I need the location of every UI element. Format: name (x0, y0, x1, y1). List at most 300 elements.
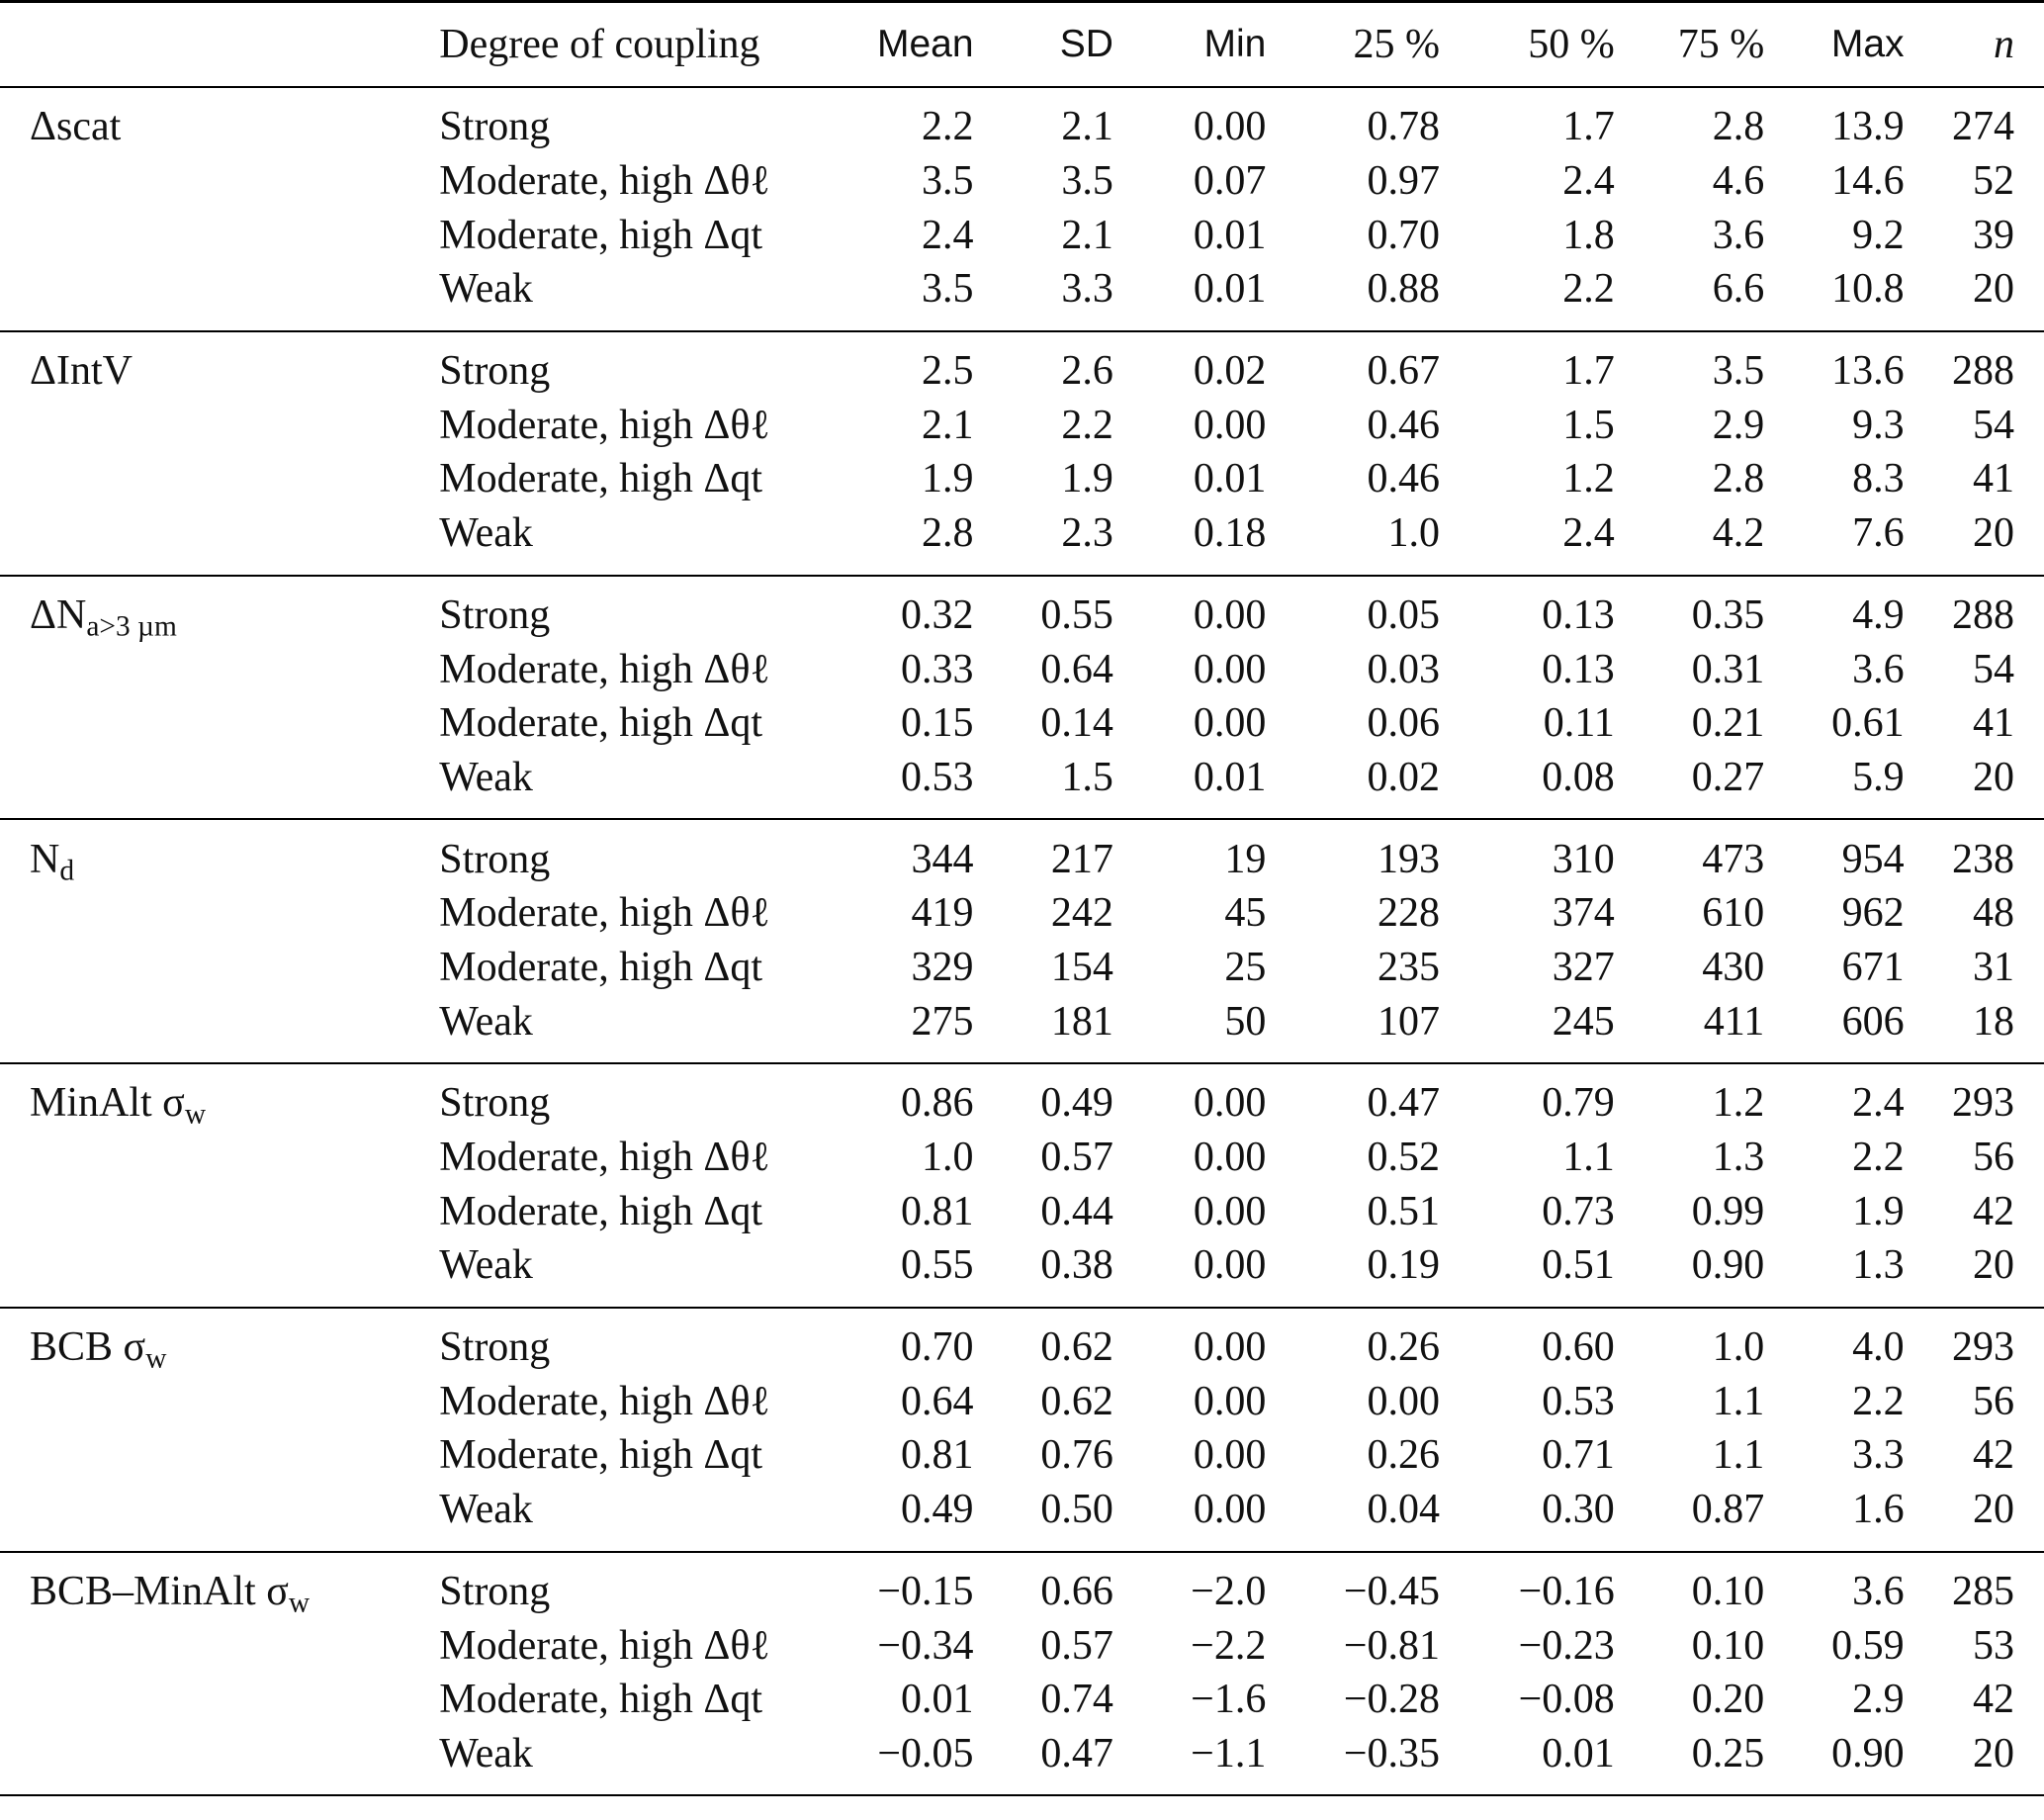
cell-p75: 610 (1702, 890, 1765, 937)
cell-min: 0.00 (1193, 104, 1267, 150)
variable-label (0, 1727, 439, 1796)
cell-mean: 0.49 (839, 1483, 973, 1552)
variable-label (0, 87, 439, 154)
table-row (0, 576, 2044, 643)
cell-p50: 0.13 (1542, 592, 1615, 638)
cell-n: 54 (1973, 402, 2014, 448)
table-row (0, 941, 2044, 995)
header-degree-of-coupling: Degree of coupling (439, 2, 839, 88)
table-row (0, 1483, 2044, 1552)
cell-max: 3.3 (1852, 1432, 1905, 1479)
table-row (0, 506, 2044, 576)
table-row (0, 819, 2044, 886)
coupling-label: Weak (439, 994, 839, 1063)
cell-p25: 0.02 (1266, 751, 1440, 820)
table-row (0, 751, 2044, 820)
cell-p75: 0.31 (1691, 646, 1765, 692)
cell-sd: 0.76 (1040, 1432, 1113, 1479)
cell-n: 54 (1973, 646, 2014, 692)
variable-label-main: N (30, 836, 60, 882)
coupling-label: Strong (439, 1324, 551, 1371)
cell-p50: 2.4 (1440, 506, 1615, 576)
cell-p50: 1.7 (1562, 104, 1615, 150)
table-row (0, 1673, 2044, 1727)
cell-max: 671 (1841, 944, 1905, 990)
variable-label (0, 208, 439, 262)
cell-mean: 0.15 (901, 700, 974, 747)
cell-sd: 0.44 (1040, 1188, 1113, 1234)
cell-min: −2.2 (1191, 1622, 1267, 1669)
cell-p50: 1.2 (1562, 456, 1615, 502)
cell-min: −1.6 (1191, 1677, 1267, 1723)
cell-n: 41 (1973, 700, 2014, 747)
cell-max: 606 (1764, 994, 1904, 1063)
cell-max: 2.4 (1852, 1080, 1905, 1127)
cell-min: 0.00 (1193, 1080, 1267, 1127)
cell-p75: 430 (1702, 944, 1765, 990)
cell-p75: 1.1 (1712, 1432, 1765, 1479)
cell-p50: 0.71 (1542, 1432, 1615, 1479)
cell-min: 0.18 (1113, 506, 1266, 576)
cell-n: 42 (1973, 1677, 2014, 1723)
variable-label (0, 1618, 439, 1673)
cell-n: 293 (1952, 1080, 2014, 1127)
cell-p25: 0.04 (1266, 1483, 1440, 1552)
coupling-label: Moderate, high Δqt (439, 212, 763, 258)
variable-label-main: BCB σ (30, 1324, 146, 1371)
cell-mean: 2.8 (839, 506, 973, 576)
cell-mean: 0.86 (901, 1080, 974, 1127)
variable-group (0, 331, 2044, 576)
cell-max: 9.2 (1852, 212, 1905, 258)
header-row (0, 2, 2044, 88)
cell-n: 56 (1973, 1378, 2014, 1424)
cell-max: 1.6 (1764, 1483, 1904, 1552)
cell-n: 274 (1952, 104, 2014, 150)
cell-n: 20 (1905, 1727, 2044, 1796)
cell-p75: 0.25 (1615, 1727, 1764, 1796)
cell-p50: 327 (1552, 944, 1615, 990)
coupling-label: Strong (439, 104, 551, 150)
cell-p25: 0.52 (1367, 1135, 1441, 1181)
cell-p50: 374 (1552, 890, 1615, 937)
cell-sd: 2.1 (1061, 104, 1113, 150)
cell-p75: 411 (1615, 994, 1764, 1063)
cell-n: 238 (1952, 836, 2014, 882)
cell-p25: 0.26 (1367, 1432, 1441, 1479)
cell-p50: 0.60 (1542, 1324, 1615, 1371)
cell-mean: 0.53 (839, 751, 973, 820)
header-min: Min (1113, 2, 1266, 88)
cell-sd: 2.3 (974, 506, 1113, 576)
cell-p75: 0.99 (1691, 1188, 1765, 1234)
cell-p50: 2.4 (1562, 158, 1615, 205)
cell-p25: 1.0 (1266, 506, 1440, 576)
variable-label-main: BCB–MinAlt σ (30, 1568, 289, 1614)
cell-n: 53 (1973, 1622, 2014, 1669)
cell-n: 18 (1905, 994, 2044, 1063)
cell-sd: 0.50 (974, 1483, 1113, 1552)
variable-label-main: ΔIntV (30, 348, 133, 395)
cell-p75: 2.9 (1712, 402, 1765, 448)
cell-max: 4.0 (1852, 1324, 1905, 1371)
cell-sd: 2.2 (1061, 402, 1113, 448)
cell-max: 13.9 (1831, 104, 1905, 150)
variable-group (0, 1308, 2044, 1552)
cell-n: 20 (1905, 1238, 2044, 1308)
cell-min: 0.01 (1113, 262, 1266, 331)
table-row (0, 398, 2044, 452)
cell-mean: 329 (911, 944, 974, 990)
cell-p25: −0.35 (1266, 1727, 1440, 1796)
variable-label (0, 1673, 439, 1727)
cell-p75: 0.10 (1691, 1622, 1765, 1669)
cell-max: 1.3 (1764, 1238, 1904, 1308)
table-row (0, 154, 2044, 209)
variable-label (0, 1428, 439, 1483)
cell-sd: 0.38 (974, 1238, 1113, 1308)
cell-min: 0.00 (1193, 1188, 1267, 1234)
header-mean: Mean (839, 2, 973, 88)
cell-p25: 0.47 (1367, 1080, 1441, 1127)
cell-p50: 245 (1440, 994, 1615, 1063)
coupling-label: Moderate, high Δθℓ (439, 402, 770, 448)
coupling-label: Strong (439, 1568, 551, 1614)
table-row (0, 1428, 2044, 1483)
cell-sd: 1.5 (974, 751, 1113, 820)
cell-p50: 0.11 (1543, 700, 1615, 747)
coupling-label: Moderate, high Δθℓ (439, 890, 770, 937)
cell-p25: 0.97 (1367, 158, 1441, 205)
cell-p75: 4.2 (1615, 506, 1764, 576)
header-p25: 25 % (1266, 2, 1440, 88)
cell-max: 3.6 (1852, 1568, 1905, 1614)
cell-p50: 0.13 (1542, 646, 1615, 692)
coupling-label: Strong (439, 348, 551, 395)
cell-mean: 0.81 (901, 1188, 974, 1234)
cell-max: 10.8 (1764, 262, 1904, 331)
coupling-label: Moderate, high Δqt (439, 456, 763, 502)
cell-n: 52 (1973, 158, 2014, 205)
cell-sd: 0.62 (1040, 1378, 1113, 1424)
cell-p75: 0.27 (1615, 751, 1764, 820)
table-row (0, 87, 2044, 154)
cell-mean: 2.2 (922, 104, 974, 150)
cell-mean: 275 (839, 994, 973, 1063)
cell-n: 56 (1973, 1135, 2014, 1181)
coupling-label: Strong (439, 592, 551, 638)
variable-label (0, 696, 439, 751)
variable-label (0, 642, 439, 696)
cell-max: 5.9 (1764, 751, 1904, 820)
cell-sd: 217 (1050, 836, 1113, 882)
cell-max: 954 (1841, 836, 1905, 882)
cell-sd: 154 (1050, 944, 1113, 990)
cell-p25: 0.05 (1367, 592, 1441, 638)
variable-label (0, 1131, 439, 1185)
cell-mean: 0.32 (901, 592, 974, 638)
coupling-label: Weak (439, 506, 839, 576)
cell-sd: 242 (1050, 890, 1113, 937)
variable-label (0, 1063, 439, 1131)
table-row (0, 208, 2044, 262)
variable-group (0, 1552, 2044, 1796)
table-row (0, 1727, 2044, 1796)
cell-p25: 193 (1377, 836, 1441, 882)
coupling-label: Weak (439, 1483, 839, 1552)
cell-max: 7.6 (1764, 506, 1904, 576)
cell-max: 9.3 (1852, 402, 1905, 448)
variable-label (0, 331, 439, 399)
cell-p25: 0.03 (1367, 646, 1441, 692)
cell-p75: 1.0 (1712, 1324, 1765, 1371)
variable-label (0, 576, 439, 643)
cell-p25: 228 (1377, 890, 1441, 937)
cell-p25: 0.78 (1367, 104, 1441, 150)
coupling-label: Moderate, high Δθℓ (439, 1622, 770, 1669)
coupling-label: Moderate, high Δθℓ (439, 1378, 770, 1424)
cell-min: 0.01 (1113, 751, 1266, 820)
header-variable (0, 2, 439, 88)
cell-n: 20 (1905, 262, 2044, 331)
variable-label (0, 819, 439, 886)
cell-min: 0.00 (1193, 592, 1267, 638)
cell-min: 0.00 (1193, 646, 1267, 692)
cell-p75: 2.8 (1712, 104, 1765, 150)
cell-sd: 0.55 (1040, 592, 1113, 638)
cell-n: 20 (1905, 1483, 2044, 1552)
cell-p25: −0.81 (1343, 1622, 1441, 1669)
cell-mean: 1.9 (922, 456, 974, 502)
coupling-label: Weak (439, 1727, 839, 1796)
variable-group (0, 576, 2044, 820)
cell-mean: 2.1 (922, 402, 974, 448)
cell-p50: −0.16 (1518, 1568, 1615, 1614)
cell-p75: 0.21 (1691, 700, 1765, 747)
cell-max: 0.90 (1764, 1727, 1904, 1796)
cell-p50: 2.2 (1440, 262, 1615, 331)
cell-mean: 0.55 (839, 1238, 973, 1308)
variable-label (0, 262, 439, 331)
cell-min: −1.1 (1113, 1727, 1266, 1796)
cell-mean: 0.81 (901, 1432, 974, 1479)
cell-sd: 0.47 (974, 1727, 1113, 1796)
cell-sd: 2.6 (1061, 348, 1113, 395)
cell-min: 0.00 (1193, 1432, 1267, 1479)
variable-label-subscript: w (288, 1587, 311, 1619)
cell-n: 293 (1952, 1324, 2014, 1371)
cell-sd: 0.49 (1040, 1080, 1113, 1127)
table-row (0, 1374, 2044, 1428)
cell-max: 1.9 (1852, 1188, 1905, 1234)
table-row (0, 1552, 2044, 1619)
coupling-label: Moderate, high Δqt (439, 1432, 763, 1479)
variable-label (0, 1483, 439, 1552)
cell-p25: 0.46 (1367, 456, 1441, 502)
cell-p50: 0.51 (1440, 1238, 1615, 1308)
variable-label (0, 1238, 439, 1308)
variable-label (0, 1308, 439, 1375)
coupling-label: Moderate, high Δqt (439, 1677, 763, 1723)
cell-max: 8.3 (1852, 456, 1905, 502)
cell-sd: 181 (974, 994, 1113, 1063)
table-row (0, 331, 2044, 399)
cell-max: 4.9 (1852, 592, 1905, 638)
cell-sd: 0.57 (1040, 1622, 1113, 1669)
cell-mean: 344 (911, 836, 974, 882)
cell-p50: 1.5 (1562, 402, 1615, 448)
table-row (0, 1184, 2044, 1238)
cell-min: 0.01 (1193, 212, 1267, 258)
variable-label (0, 398, 439, 452)
variable-label (0, 1374, 439, 1428)
cell-p50: 0.53 (1542, 1378, 1615, 1424)
cell-max: 0.61 (1831, 700, 1905, 747)
variable-label-main: Δscat (30, 104, 122, 150)
cell-p75: 0.87 (1615, 1483, 1764, 1552)
cell-p75: 6.6 (1615, 262, 1764, 331)
cell-min: 50 (1113, 994, 1266, 1063)
variable-label (0, 886, 439, 941)
cell-mean: 419 (911, 890, 974, 937)
cell-mean: −0.15 (877, 1568, 974, 1614)
cell-sd: 0.64 (1040, 646, 1113, 692)
cell-min: 0.00 (1113, 1238, 1266, 1308)
cell-max: 14.6 (1831, 158, 1905, 205)
table-row (0, 1238, 2044, 1308)
cell-p50: 0.73 (1542, 1188, 1615, 1234)
cell-max: 2.2 (1852, 1135, 1905, 1181)
cell-mean: 0.64 (901, 1378, 974, 1424)
cell-n: 20 (1905, 751, 2044, 820)
variable-label (0, 452, 439, 506)
cell-min: 0.07 (1193, 158, 1267, 205)
cell-p50: −0.08 (1518, 1677, 1615, 1723)
header-n: n (1905, 2, 2044, 88)
coupling-label: Weak (439, 1238, 839, 1308)
variable-label (0, 506, 439, 576)
cell-p50: 0.01 (1440, 1727, 1615, 1796)
cell-p50: 0.08 (1440, 751, 1615, 820)
cell-mean: 3.5 (839, 262, 973, 331)
cell-p25: 0.26 (1367, 1324, 1441, 1371)
cell-max: 2.9 (1852, 1677, 1905, 1723)
cell-p75: 3.6 (1712, 212, 1765, 258)
cell-sd: 3.3 (974, 262, 1113, 331)
cell-p75: 1.3 (1712, 1135, 1765, 1181)
variable-label-subscript: d (59, 854, 75, 886)
table-row (0, 994, 2044, 1063)
coupling-label: Moderate, high Δqt (439, 944, 763, 990)
cell-mean: 0.33 (901, 646, 974, 692)
cell-p50: 1.1 (1562, 1135, 1615, 1181)
variable-group (0, 1063, 2044, 1308)
variable-group (0, 819, 2044, 1063)
cell-p75: 0.90 (1615, 1238, 1764, 1308)
variable-label (0, 751, 439, 820)
header-p75: 75 % (1615, 2, 1764, 88)
cell-p75: 2.8 (1712, 456, 1765, 502)
cell-p25: 0.51 (1367, 1188, 1441, 1234)
table-row (0, 642, 2044, 696)
cell-p25: 235 (1377, 944, 1441, 990)
coupling-label: Moderate, high Δθℓ (439, 158, 770, 205)
cell-min: 0.02 (1193, 348, 1267, 395)
cell-p75: 0.10 (1691, 1568, 1765, 1614)
cell-p25: −0.28 (1343, 1677, 1441, 1723)
cell-p75: 0.20 (1691, 1677, 1765, 1723)
cell-sd: 0.74 (1040, 1677, 1113, 1723)
variable-label-subscript: w (184, 1098, 207, 1131)
cell-sd: 0.66 (1040, 1568, 1113, 1614)
coupling-label: Weak (439, 751, 839, 820)
variable-label (0, 154, 439, 209)
cell-p75: 0.35 (1691, 592, 1765, 638)
cell-n: 42 (1973, 1432, 2014, 1479)
cell-max: 3.6 (1852, 646, 1905, 692)
coupling-label: Strong (439, 1080, 551, 1127)
cell-p50: 0.30 (1440, 1483, 1615, 1552)
cell-max: 2.2 (1852, 1378, 1905, 1424)
cell-mean: 0.70 (901, 1324, 974, 1371)
cell-min: 0.00 (1193, 1135, 1267, 1181)
cell-n: 285 (1952, 1568, 2014, 1614)
cell-min: 0.00 (1193, 402, 1267, 448)
variable-label-subscript: w (145, 1342, 167, 1375)
cell-n: 288 (1952, 348, 2014, 395)
cell-sd: 0.62 (1040, 1324, 1113, 1371)
cell-sd: 2.1 (1061, 212, 1113, 258)
cell-sd: 1.9 (1061, 456, 1113, 502)
variable-group (0, 87, 2044, 331)
cell-max: 13.6 (1831, 348, 1905, 395)
cell-n: 31 (1973, 944, 2014, 990)
cell-max: 962 (1841, 890, 1905, 937)
table-row (0, 1618, 2044, 1673)
table-row (0, 1063, 2044, 1131)
cell-min: 45 (1224, 890, 1267, 937)
cell-p25: 0.00 (1367, 1378, 1441, 1424)
header-max: Max (1764, 2, 1904, 88)
cell-mean: 2.4 (922, 212, 974, 258)
cell-min: 0.00 (1193, 700, 1267, 747)
variable-label-main: MinAlt σ (30, 1080, 185, 1127)
variable-label-subscript: a>3 µm (86, 610, 177, 643)
cell-p75: 473 (1702, 836, 1765, 882)
variable-label (0, 1552, 439, 1619)
cell-mean: 2.5 (922, 348, 974, 395)
cell-sd: 3.5 (1061, 158, 1113, 205)
cell-mean: 1.0 (922, 1135, 974, 1181)
cell-n: 42 (1973, 1188, 2014, 1234)
cell-p50: 0.79 (1542, 1080, 1615, 1127)
cell-min: 0.00 (1113, 1483, 1266, 1552)
cell-min: −2.0 (1191, 1568, 1267, 1614)
cell-p50: −0.23 (1518, 1622, 1615, 1669)
cell-p25: 107 (1266, 994, 1440, 1063)
cell-mean: −0.05 (839, 1727, 973, 1796)
cell-p25: 0.19 (1266, 1238, 1440, 1308)
variable-label (0, 941, 439, 995)
cell-n: 41 (1973, 456, 2014, 502)
cell-mean: −0.34 (877, 1622, 974, 1669)
cell-p75: 3.5 (1712, 348, 1765, 395)
cell-min: 0.01 (1193, 456, 1267, 502)
table-row (0, 452, 2044, 506)
variable-label (0, 994, 439, 1063)
cell-sd: 0.14 (1040, 700, 1113, 747)
coupling-label: Moderate, high Δqt (439, 1188, 763, 1234)
